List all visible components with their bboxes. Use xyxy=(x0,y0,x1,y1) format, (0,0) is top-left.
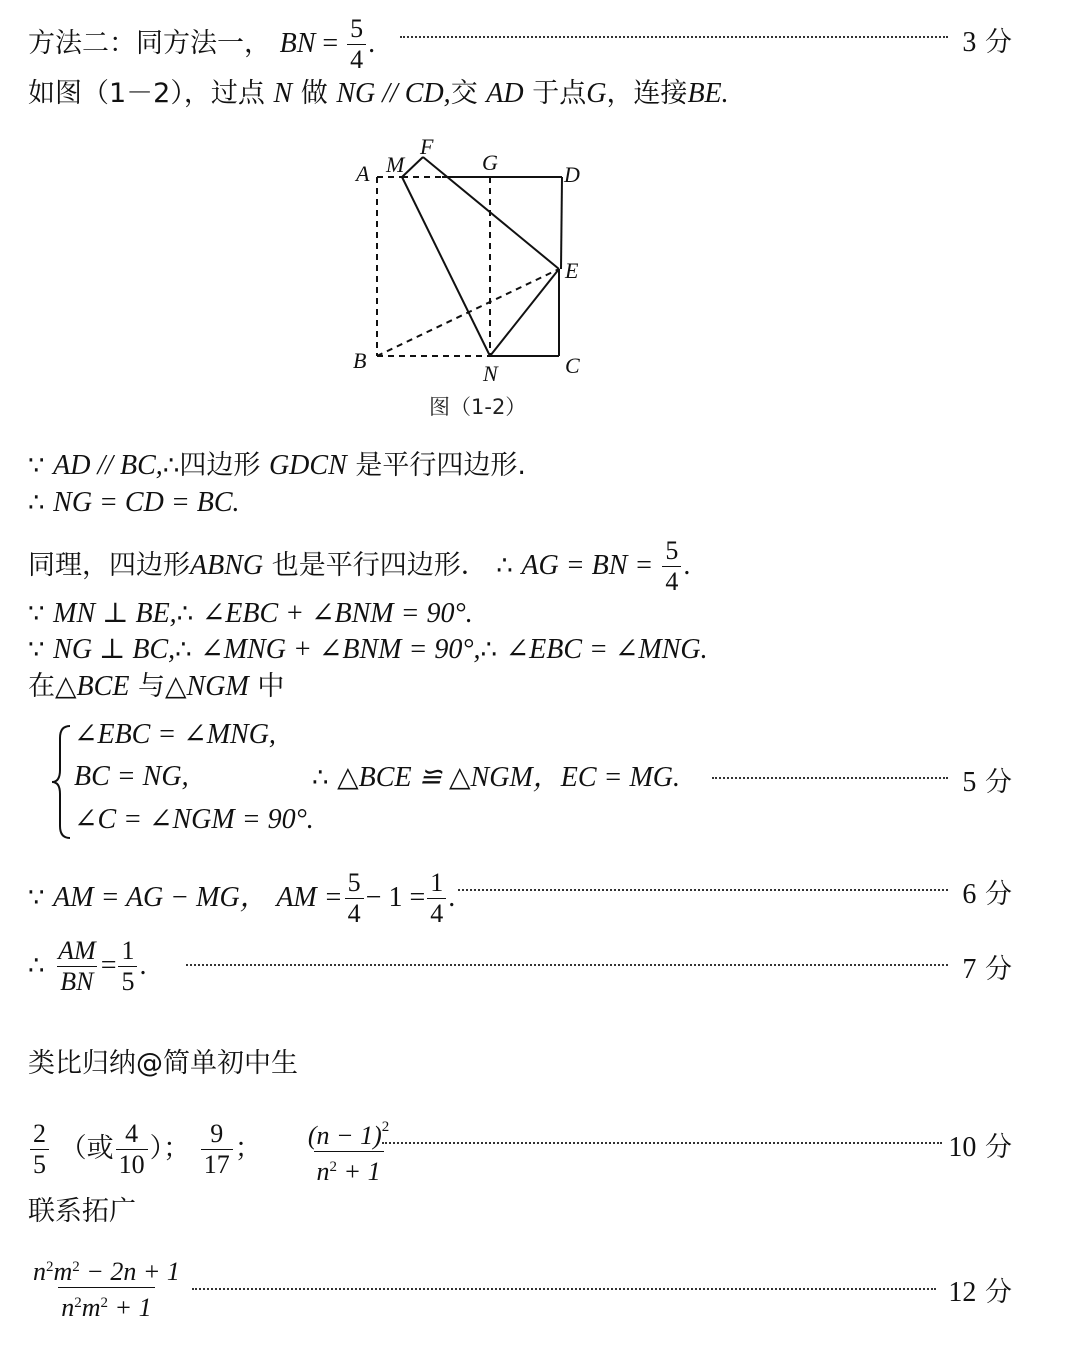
den-exp-1: 2 xyxy=(74,1295,82,1311)
score-12 xyxy=(948,1270,1012,1309)
therefore-symbol: ∴ xyxy=(176,599,194,629)
num-n: n xyxy=(33,1257,46,1286)
therefore-symbol: ∴ xyxy=(162,451,180,481)
therefore-symbol: ∴ xyxy=(28,488,45,518)
fraction-extension xyxy=(30,1252,183,1323)
point-g: G xyxy=(586,78,607,109)
congruence-conclusion xyxy=(312,760,680,796)
denominator: 10 xyxy=(116,1149,148,1180)
step-4 xyxy=(28,596,473,632)
step-8 xyxy=(28,936,146,997)
quad-gdcn: GDCN xyxy=(268,450,347,481)
answer-analogy xyxy=(28,1112,394,1187)
fraction-1-4 xyxy=(427,868,446,929)
expr-congruent: △BCE ≌ △NGM，EC = MG. xyxy=(337,762,680,793)
label-a: A xyxy=(356,161,370,186)
therefore-symbol: ∴ xyxy=(175,635,192,665)
segment-be: BE. xyxy=(687,78,729,109)
equals: = xyxy=(315,28,346,59)
step-5 xyxy=(28,632,708,668)
score-unit: 分 xyxy=(985,767,1012,798)
den-rest: + 1 xyxy=(108,1293,152,1322)
system-row-1: ∠EBC = ∠MNG, xyxy=(74,719,276,750)
score-unit: 分 xyxy=(985,1277,1012,1308)
expr-angle-sum-2: ∠MNG + ∠BNM = 90°, xyxy=(200,634,481,665)
denominator: BN xyxy=(57,966,96,997)
triangle-bce: △BCE xyxy=(55,671,130,702)
geometry-figure xyxy=(345,130,605,425)
label-g: G xyxy=(482,150,498,175)
denominator xyxy=(58,1287,154,1323)
step1-text: 四边形 xyxy=(179,450,261,481)
quad-abng: ABNG xyxy=(190,550,264,581)
den-exp-2: 2 xyxy=(100,1295,109,1311)
answer-extension xyxy=(28,1252,185,1323)
construction-text-3: 交 xyxy=(450,78,478,109)
num-base: (n − 1) xyxy=(307,1121,382,1150)
numerator: 2 xyxy=(33,1119,46,1148)
den-base: n xyxy=(316,1157,330,1186)
expr-ad-parallel-bc: AD // BC, xyxy=(53,450,163,481)
fraction-2-5 xyxy=(30,1119,49,1180)
fraction-1-5 xyxy=(118,936,137,997)
fraction-5-4 xyxy=(662,536,681,597)
equals: = xyxy=(100,950,117,981)
dotted-leader xyxy=(186,964,948,966)
construction-line xyxy=(28,76,729,112)
denominator: 4 xyxy=(427,898,446,929)
method2-line xyxy=(28,14,375,75)
fraction-4-10 xyxy=(116,1119,148,1180)
numerator: 1 xyxy=(121,936,135,965)
score-7 xyxy=(962,947,1012,986)
dotted-leader xyxy=(192,1288,936,1290)
step1-text-2: 是平行四边形. xyxy=(355,450,526,481)
step-6 xyxy=(28,669,284,705)
label-b: B xyxy=(353,348,367,373)
den-m: m xyxy=(81,1293,101,1322)
dotted-leader xyxy=(458,889,948,891)
numerator: 5 xyxy=(350,14,364,43)
num-rest: − 2n + 1 xyxy=(79,1257,180,1286)
num-m: m xyxy=(53,1257,73,1286)
dotted-leader xyxy=(382,1142,942,1144)
system-row-2: BC = NG, xyxy=(74,761,189,792)
denominator: 4 xyxy=(662,566,681,597)
step3-text: 同理，四边形 xyxy=(28,550,190,581)
segment-ne xyxy=(490,269,559,356)
period: . xyxy=(368,28,376,59)
label-f: F xyxy=(420,134,434,159)
system-row-3: ∠C = ∠NGM = 90°. xyxy=(74,804,314,835)
label-e: E xyxy=(565,258,579,283)
therefore-symbol: ∴ xyxy=(28,951,45,981)
or-open: （或 xyxy=(59,1133,114,1164)
numerator: 4 xyxy=(125,1119,139,1148)
denominator xyxy=(314,1151,384,1187)
den-rest: + 1 xyxy=(337,1157,381,1186)
section-title-extension: 联系拓广 xyxy=(28,1196,136,1227)
score-value: 7 xyxy=(962,954,977,985)
expr-am-ag-mg: AM = AG − MG， xyxy=(53,882,268,913)
score-10 xyxy=(948,1125,1012,1164)
score-value: 3 xyxy=(962,27,977,58)
step-7 xyxy=(28,868,455,929)
because-symbol: ∵ xyxy=(28,451,45,481)
score-3 xyxy=(962,20,1012,59)
step3-text-2: 也是平行四边形． xyxy=(271,550,488,581)
score-value: 10 xyxy=(948,1132,977,1163)
therefore-symbol: ∴ xyxy=(496,551,513,581)
point-n: N xyxy=(273,78,293,109)
numerator: 5 xyxy=(347,868,361,897)
expr-ng-cd-bc: NG = CD = BC. xyxy=(53,487,240,518)
triangle-ngm: △NGM xyxy=(165,671,249,702)
step6-text-2: 与 xyxy=(138,671,166,702)
fraction-5-4 xyxy=(345,868,364,929)
numerator: 5 xyxy=(665,536,679,565)
separator: ； xyxy=(234,1133,262,1164)
construction-text-5: ，连接 xyxy=(606,78,688,109)
fraction-am-bn xyxy=(55,936,99,997)
denominator: 4 xyxy=(345,898,364,929)
segment-de xyxy=(561,177,562,269)
score-unit: 分 xyxy=(985,1132,1012,1163)
figure-caption: 图（1-2） xyxy=(429,395,527,419)
segment-fm xyxy=(402,157,423,177)
denominator: 5 xyxy=(30,1149,49,1180)
num-exponent: 2 xyxy=(381,1119,390,1135)
numerator xyxy=(305,1112,392,1151)
num-exp-1: 2 xyxy=(46,1259,54,1275)
den-n: n xyxy=(61,1293,75,1322)
score-6 xyxy=(962,872,1012,911)
score-value: 12 xyxy=(948,1277,977,1308)
ng-parallel-cd: NG // CD, xyxy=(336,78,451,109)
step-3 xyxy=(28,536,690,597)
fraction-9-17 xyxy=(201,1119,233,1180)
period: . xyxy=(448,882,456,913)
dotted-leader xyxy=(712,777,948,779)
step6-text-3: 中 xyxy=(257,671,285,702)
label-d: D xyxy=(564,162,580,187)
bn-symbol: BN xyxy=(279,28,316,59)
numerator: 1 xyxy=(430,868,444,897)
expr-angle-equal: ∠EBC = ∠MNG. xyxy=(505,634,708,665)
label-c: C xyxy=(565,353,580,378)
expr-angle-sum: ∠EBC + ∠BNM = 90°. xyxy=(201,598,473,629)
numerator xyxy=(30,1252,183,1287)
numerator: 9 xyxy=(210,1119,224,1148)
period: . xyxy=(683,550,691,581)
score-value: 5 xyxy=(962,767,977,798)
construction-text-4: 于点 xyxy=(532,78,587,109)
den-exponent: 2 xyxy=(329,1159,338,1175)
num-exp-2: 2 xyxy=(72,1259,80,1275)
minus-one-equals: − 1 = xyxy=(365,882,426,913)
step6-text-1: 在 xyxy=(28,671,55,702)
fraction-general xyxy=(305,1112,392,1187)
or-close: ）； xyxy=(149,1133,191,1164)
denominator: 4 xyxy=(347,44,366,75)
score-value: 6 xyxy=(962,879,977,910)
segment-mn xyxy=(402,177,490,356)
expr-ng-perp-bc: NG ⊥ BC, xyxy=(53,634,176,665)
step-1 xyxy=(28,448,526,484)
score-unit: 分 xyxy=(985,27,1012,58)
dotted-leader xyxy=(400,36,948,38)
denominator: 5 xyxy=(118,966,137,997)
left-brace xyxy=(50,724,74,840)
because-symbol: ∵ xyxy=(28,599,45,629)
expr-mn-perp-be: MN ⊥ BE, xyxy=(53,598,177,629)
expr-ag-bn: AG = BN = xyxy=(521,550,661,581)
therefore-symbol-2: ∴ xyxy=(480,635,498,665)
denominator: 17 xyxy=(201,1149,233,1180)
segment-ad: AD xyxy=(486,78,524,109)
because-symbol: ∵ xyxy=(28,635,45,665)
period: . xyxy=(139,950,147,981)
step-2 xyxy=(28,485,240,521)
section-title-analogy: 类比归纳@简单初中生 xyxy=(28,1048,298,1079)
construction-text-1: 如图（1－2），过点 xyxy=(28,78,265,109)
fraction-5-4 xyxy=(347,14,366,75)
score-unit: 分 xyxy=(985,954,1012,985)
because-symbol: ∵ xyxy=(28,883,45,913)
score-5 xyxy=(962,760,1012,799)
numerator: AM xyxy=(58,936,96,965)
label-m: M xyxy=(386,152,405,177)
score-unit: 分 xyxy=(985,879,1012,910)
method2-intro: 方法二：同方法一， xyxy=(28,28,271,59)
expr-am: AM = xyxy=(276,882,343,913)
therefore-symbol: ∴ xyxy=(312,763,329,793)
label-n: N xyxy=(483,361,498,386)
construction-text-2: 做 xyxy=(300,78,328,109)
